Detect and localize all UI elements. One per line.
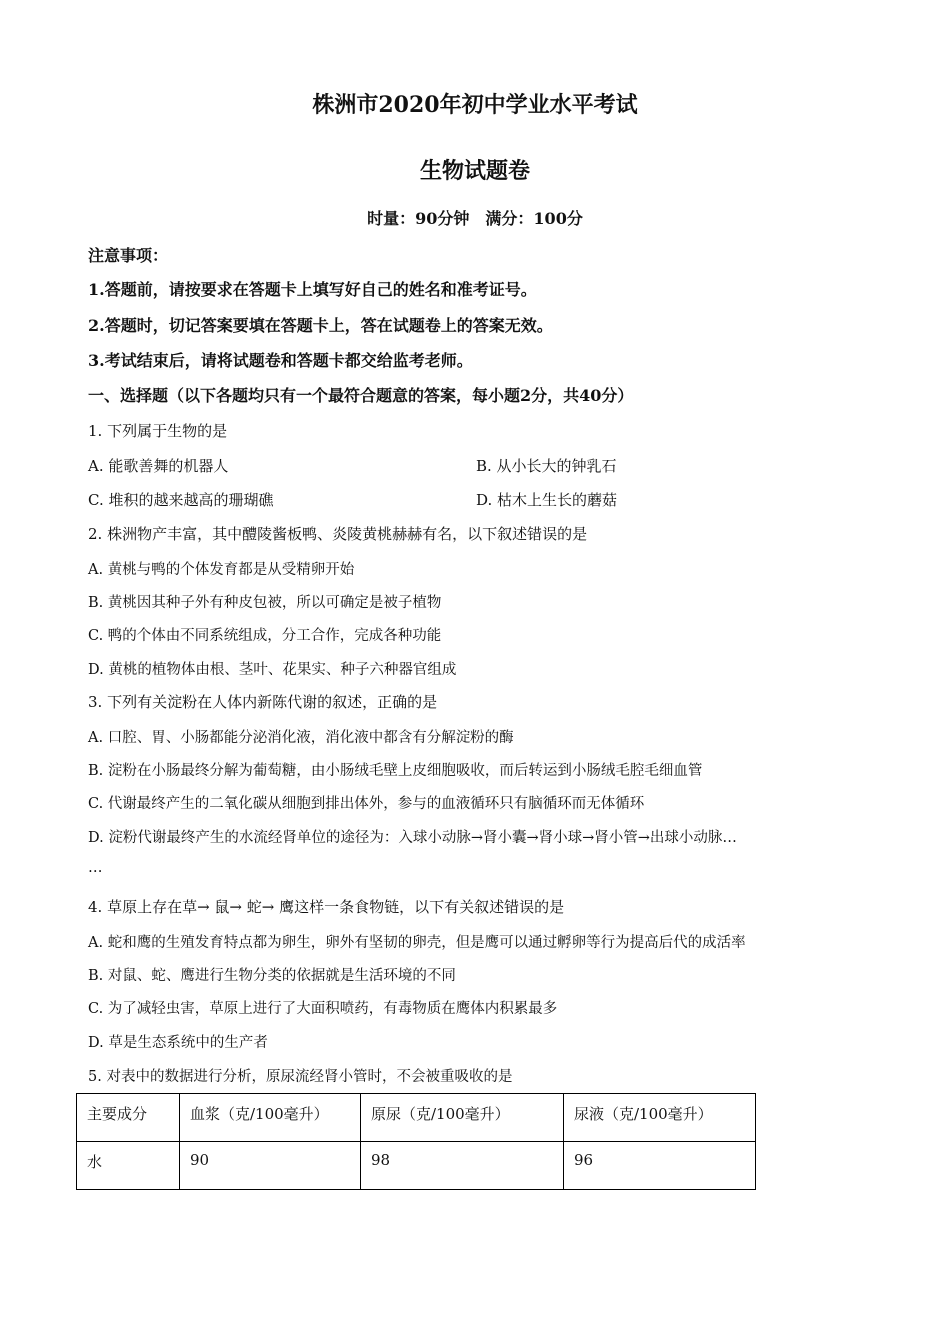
option-d-continuation: … [88, 860, 103, 876]
option-a: A. 黄桃与鸭的个体发育都是从受精卵开始 [88, 562, 355, 578]
table-header-row [77, 1094, 756, 1142]
option-d: D. 黄桃的植物体由根、茎叶、花果实、种子六种器官组成 [88, 662, 457, 678]
exam-subtitle: 生物试题卷 [419, 158, 530, 184]
option-d: D. 枯木上生长的蘑菇 [476, 491, 618, 509]
table-header-cell: 主要成分 [77, 1094, 180, 1142]
question-stem: 3. 下列有关淀粉在人体内新陈代谢的叙述，正确的是 [88, 693, 438, 711]
table-cell: 水 [77, 1142, 180, 1190]
exam-title: 株洲市2020年初中学业水平考试 [312, 92, 638, 118]
option-d: D. 草是生态系统中的生产者 [88, 1035, 268, 1051]
option-a: A. 能歌善舞的机器人 [88, 457, 229, 475]
option-d: D. 淀粉代谢最终产生的水流经肾单位的途径为：入球小动脉→肾小囊→肾小球→肾小管→出球小动脉… [88, 830, 737, 846]
question-stem: 4. 草原上存在草→ 鼠→ 蛇→ 鹰这样一条食物链，以下有关叙述错误的是 [88, 898, 565, 916]
note-item: 1.答题前，请按要求在答题卡上填写好自己的姓名和准考证号。 [88, 280, 537, 299]
option-b: B. 对鼠、蛇、鹰进行生物分类的依据就是生活环境的不同 [88, 968, 456, 984]
note-item: 2.答题时，切记答案要填在答题卡上，答在试题卷上的答案无效。 [88, 316, 553, 335]
option-c: C. 堆积的越来越高的珊瑚礁 [88, 491, 274, 509]
option-c: C. 为了减轻虫害，草原上进行了大面积喷药，有毒物质在鹰体内积累最多 [88, 1001, 558, 1017]
table-row [77, 1142, 756, 1190]
table-cell: 90 [180, 1142, 361, 1190]
notes-heading: 注意事项： [88, 246, 169, 265]
table-header-cell: 尿液（克/100毫升） [564, 1094, 756, 1142]
option-b: B. 从小长大的钟乳石 [476, 457, 617, 475]
option-a: A. 口腔、胃、小肠都能分泌消化液，消化液中都含有分解淀粉的酶 [88, 730, 514, 746]
note-item: 3.考试结束后，请将试题卷和答题卡都交给监考老师。 [88, 351, 473, 370]
exam-meta: 时量：90分钟 满分：100分 [367, 209, 583, 228]
question-stem: 1. 下列属于生物的是 [88, 422, 228, 440]
table-cell: 98 [361, 1142, 564, 1190]
option-b: B. 黄桃因其种子外有种皮包被，所以可确定是被子植物 [88, 595, 442, 611]
table-header-cell: 原尿（克/100毫升） [361, 1094, 564, 1142]
question-stem: 5. 对表中的数据进行分析，原尿流经肾小管时，不会被重吸收的是 [88, 1069, 513, 1085]
table-cell: 96 [564, 1142, 756, 1190]
question-stem: 2. 株洲物产丰富，其中醴陵酱板鸭、炎陵黄桃赫赫有名，以下叙述错误的是 [88, 525, 588, 543]
option-a: A. 蛇和鹰的生殖发育特点都为卵生，卵外有坚韧的卵壳，但是鹰可以通过孵卵等行为提高后代的成活率 [88, 935, 746, 951]
option-c: C. 代谢最终产生的二氧化碳从细胞到排出体外，参与的血液循环只有脑循环而无体循环 [88, 796, 645, 812]
section-heading: 一、选择题（以下各题均只有一个最符合题意的答案，每小题2分，共40分） [88, 386, 634, 405]
option-b: B. 淀粉在小肠最终分解为葡萄糖，由小肠绒毛壁上皮细胞吸收，而后转运到小肠绒毛腔毛细血管 [88, 763, 703, 779]
option-c: C. 鸭的个体由不同系统组成，分工合作，完成各种功能 [88, 628, 442, 644]
data-table [76, 1093, 756, 1190]
table-header-cell: 血浆（克/100毫升） [180, 1094, 361, 1142]
